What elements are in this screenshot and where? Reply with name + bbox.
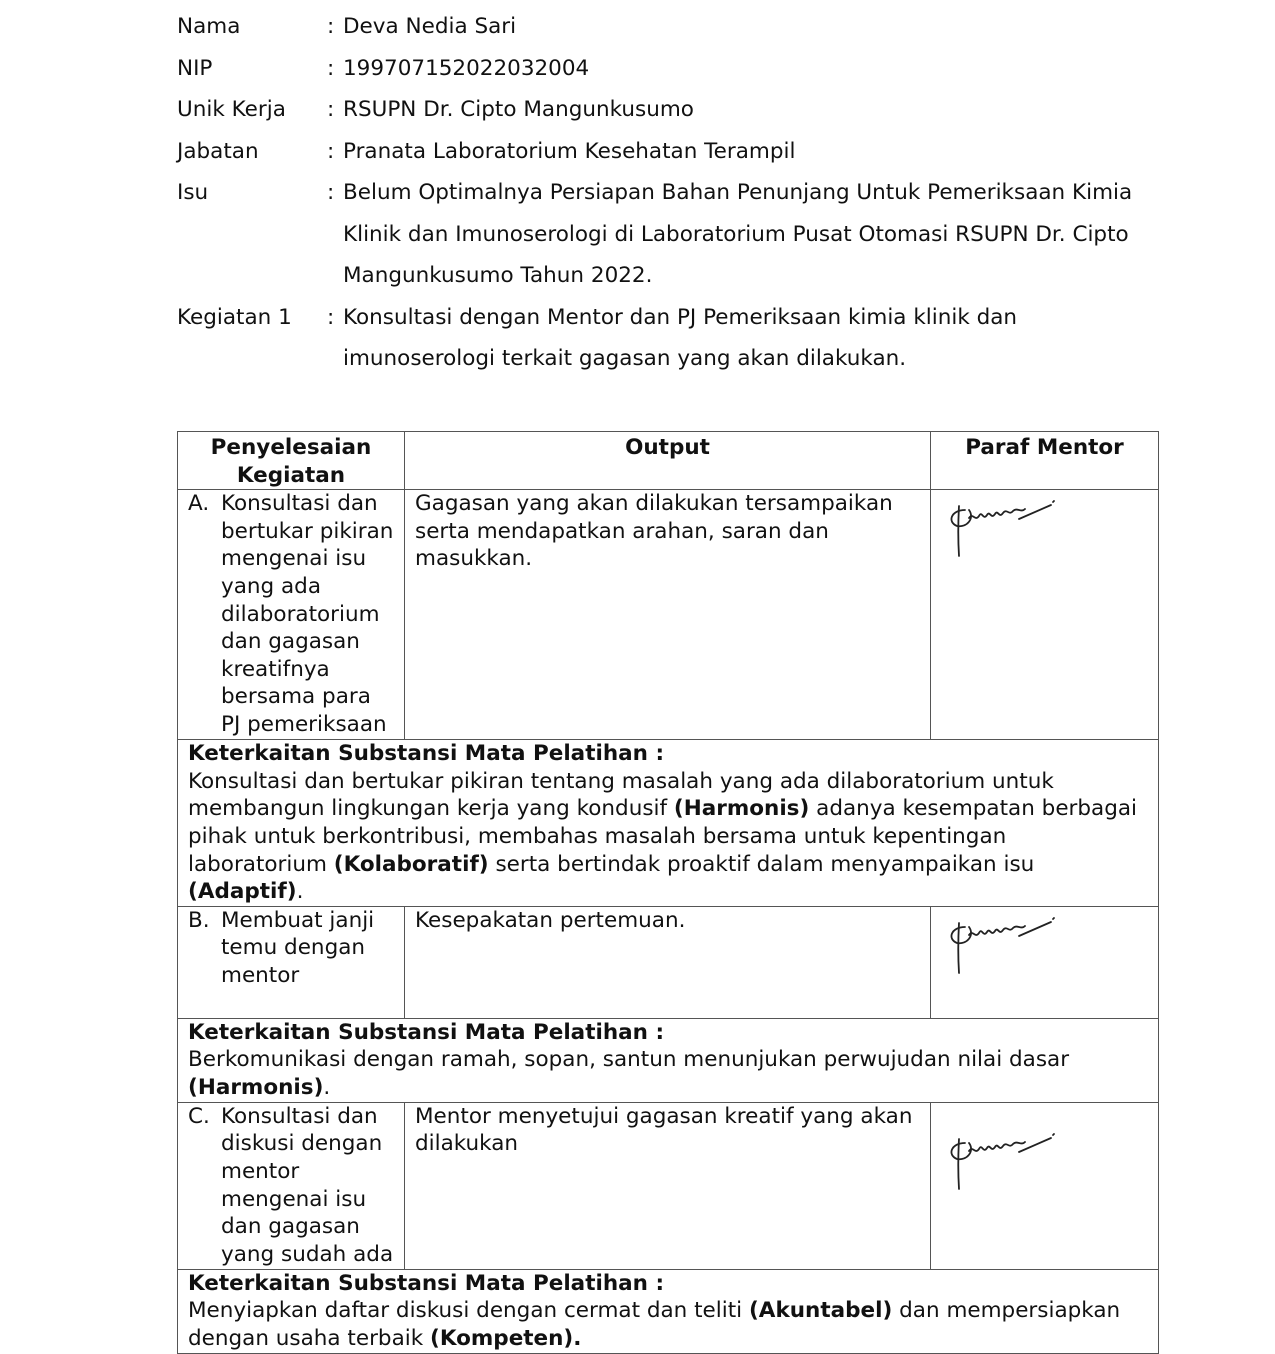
activity-cell [178,1102,405,1269]
keterkaitan-title: Keterkaitan Substansi Mata Pelatihan : [188,1019,665,1045]
info-row-kegiatan [177,297,1147,380]
nilai-kolaboratif: (Kolaboratif) [333,851,489,877]
info-label: Unik Kerja [177,97,286,122]
table-row [178,906,1159,1018]
activity-text: Membuat janji temu dengan mentor [221,907,375,988]
paraf-cell [931,490,1159,740]
output-cell: Kesepakatan pertemuan. [405,906,931,1018]
nilai-adaptif: (Adaptif) [188,879,297,905]
paraf-cell [931,906,1159,1018]
table-row [178,490,1159,740]
info-value: Belum Optimalnya Persiapan Bahan Penunjang Untuk Pemeriksaan Kimia Klinik dan Imunoserologi di Laboratorium Pusat Otomasi RSUPN Dr. Cipto Mangunkusumo Tahun 2022. [343,180,1133,288]
info-label: Kegiatan 1 [177,304,292,330]
header-penyelesaian: Penyelesaian Kegiatan [178,432,405,490]
item-letter: A. [188,491,210,517]
info-value: 199707152022032004 [343,55,590,81]
keterkaitan-row [178,740,1159,907]
info-colon: : [327,138,335,164]
info-row-nama [177,6,1147,48]
info-row-jabatan [177,131,1147,173]
nilai-akuntabel: (Akuntabel) [748,1298,893,1324]
nilai-kompeten: (Kompeten). [430,1325,582,1351]
info-row-isu [177,172,1147,297]
keterkaitan-title: Keterkaitan Substansi Mata Pelatihan : [188,741,665,767]
info-row-nip [177,48,1147,90]
info-value: Konsultasi dengan Mentor dan PJ Pemeriksaan kimia klinik dan imunoserologi terkait gagasan yang akan dilakukan. [343,304,1018,371]
info-label: Nama [177,14,241,39]
info-value: Pranata Laboratorium Kesehatan Terampil [343,138,796,164]
info-value: Deva Nedia Sari [343,14,517,39]
table-row [178,1102,1159,1269]
table-header-row [178,432,1159,490]
info-colon: : [327,304,335,330]
info-colon: : [327,97,335,122]
activity-table [177,431,1159,1354]
info-colon: : [327,180,335,205]
activity-cell [178,490,405,740]
keterkaitan-text: serta bertindak proaktif dalam menyampaikan isu [488,851,1035,877]
keterkaitan-title: Keterkaitan Substansi Mata Pelatihan : [188,1270,665,1296]
header-paraf: Paraf Mentor [931,432,1159,490]
keterkaitan-cell [178,740,1159,907]
info-colon: : [327,14,335,39]
mentor-signature [945,492,1065,562]
keterkaitan-row [178,1269,1159,1353]
item-letter: C. [188,1103,210,1129]
keterkaitan-text: . [296,879,304,905]
info-value: RSUPN Dr. Cipto Mangunkusumo [343,97,694,122]
keterkaitan-text: Konsultasi dan bertukar pikiran tentang masalah yang ada dilaboratorium untuk membangun lingkungan kerja yang kondusif [188,768,1054,822]
keterkaitan-text: adanya kesempatan berbagai pihak untuk berkontribusi, membahas masalah bersama untuk kepentingan laboratorium [188,796,1138,877]
info-label: NIP [177,55,213,81]
info-row-unit [177,89,1147,131]
info-label: Jabatan [177,138,259,164]
mentor-signature [945,1125,1065,1195]
activity-cell [178,906,405,1018]
keterkaitan-text: Menyiapkan daftar diskusi dengan cermat dan teliti [188,1298,749,1324]
output-cell: Gagasan yang akan dilakukan tersampaikan serta mendapatkan arahan, saran dan masukkan. [405,490,931,740]
keterkaitan-text: dan mempersiapkan dengan usaha terbaik [188,1298,1121,1351]
activity-text: Konsultasi dan bertukar pikiran mengenai isu yang ada dilaboratorium dan gagasan kreatifnya bersama para PJ pemeriksaan [221,491,394,737]
keterkaitan-text: Berkomunikasi dengan ramah, sopan, santun menunjukan perwujudan nilai dasar [188,1047,1070,1073]
paraf-cell [931,1102,1159,1269]
item-letter: B. [188,907,210,933]
mentor-signature [945,909,1065,979]
activity-text: Konsultasi dan diskusi dengan mentor mengenai isu dan gagasan yang sudah ada [221,1103,394,1267]
info-label: Isu [177,180,209,205]
identity-block [177,6,1147,380]
keterkaitan-cell [178,1269,1159,1353]
keterkaitan-row [178,1018,1159,1102]
nilai-harmonis: (Harmonis) [673,796,810,822]
header-output: Output [405,432,931,490]
output-cell: Mentor menyetujui gagasan kreatif yang akan dilakukan [405,1102,931,1269]
info-colon: : [327,55,335,81]
nilai-harmonis: (Harmonis) [188,1074,324,1100]
keterkaitan-text: . [323,1074,331,1100]
keterkaitan-cell [178,1018,1159,1102]
